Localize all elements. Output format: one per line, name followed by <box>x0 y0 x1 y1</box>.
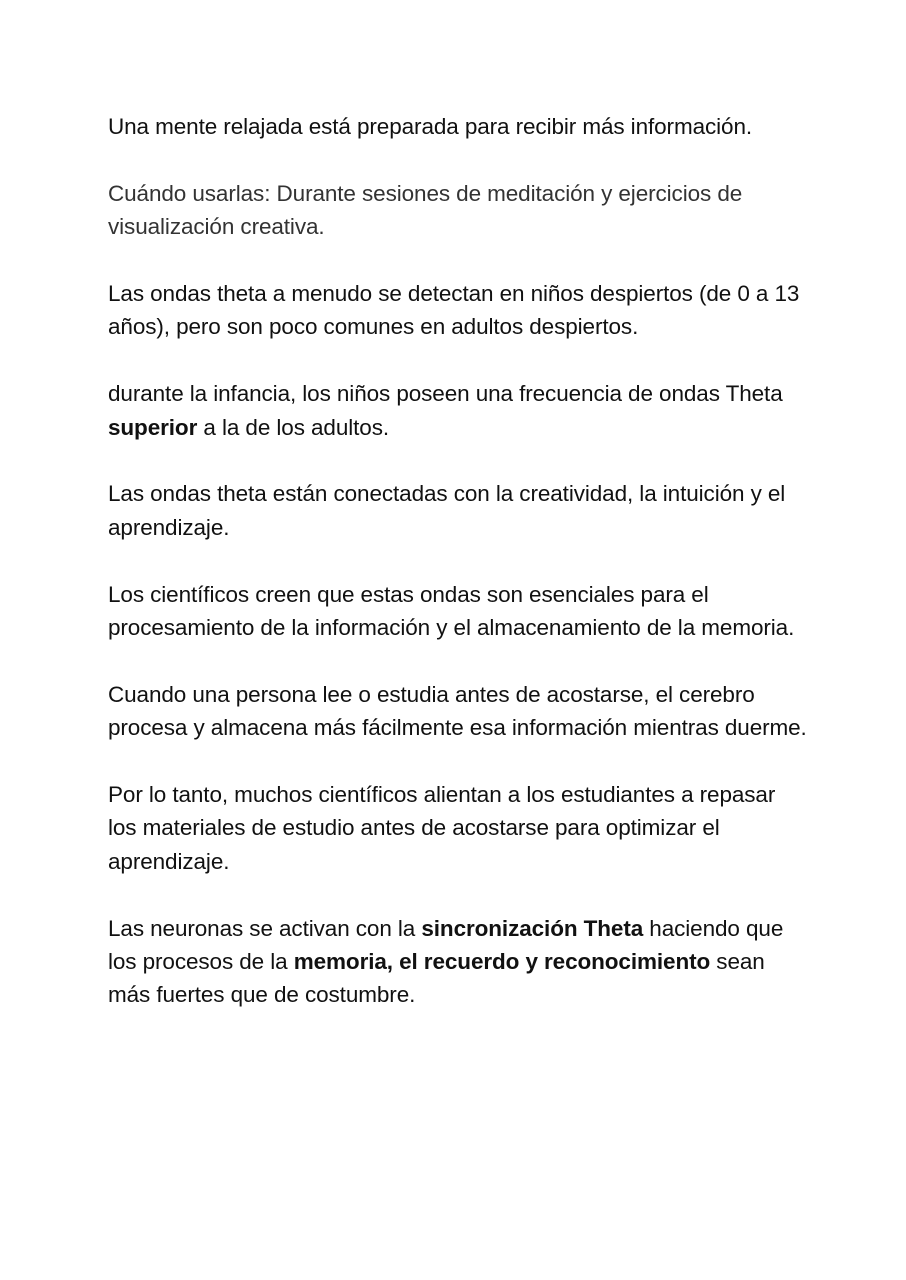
paragraph-scientists-memory: Los científicos creen que estas ondas son esenciales para el procesamiento de la información y el almacenamiento de la memoria. <box>108 581 795 641</box>
paragraph-text: durante la infancia, los niños poseen una frecuencia de ondas Theta <box>108 381 783 407</box>
paragraph-text: sean más fuertes que de costumbre. <box>108 949 765 1008</box>
paragraph-study-before-sleep: Cuando una persona lee o estudia antes de acostarse, el cerebro procesa y almacena más fácilmente esa información mientras duerme. <box>108 681 807 741</box>
paragraph-relaxed-mind: Una mente relajada está preparada para recibir más información. <box>108 114 753 139</box>
paragraph-when-to-use: Cuándo usarlas: Durante sesiones de meditación y ejercicios de visualización creativa. <box>108 180 743 240</box>
document-body <box>108 110 808 1012</box>
emphasis-theta-sync: sincronización Theta <box>421 915 644 941</box>
emphasis-superior: superior <box>108 414 198 440</box>
paragraph-creativity: Las ondas theta están conectadas con la creatividad, la intuición y el aprendizaje. <box>108 481 786 540</box>
paragraph-text: Las neuronas se activan con la <box>108 915 422 941</box>
paragraph-text: a la de los adultos. <box>197 414 390 440</box>
paragraph-text: haciendo que los procesos de la <box>108 915 784 975</box>
paragraph-neurons-sync <box>108 912 808 1012</box>
paragraph-theta-children: Las ondas theta a menudo se detectan en niños despiertos (de 0 a 13 años), pero son poco comunes en adultos despiertos. <box>108 281 800 340</box>
paragraph-infancy-frequency <box>108 377 808 444</box>
emphasis-memory-recall: memoria, el recuerdo y reconocimiento <box>293 949 711 975</box>
paragraph-review-materials: Por lo tanto, muchos científicos alientan a los estudiantes a repasar los materiales de estudio antes de acostarse para optimizar el aprendizaje. <box>108 782 776 874</box>
